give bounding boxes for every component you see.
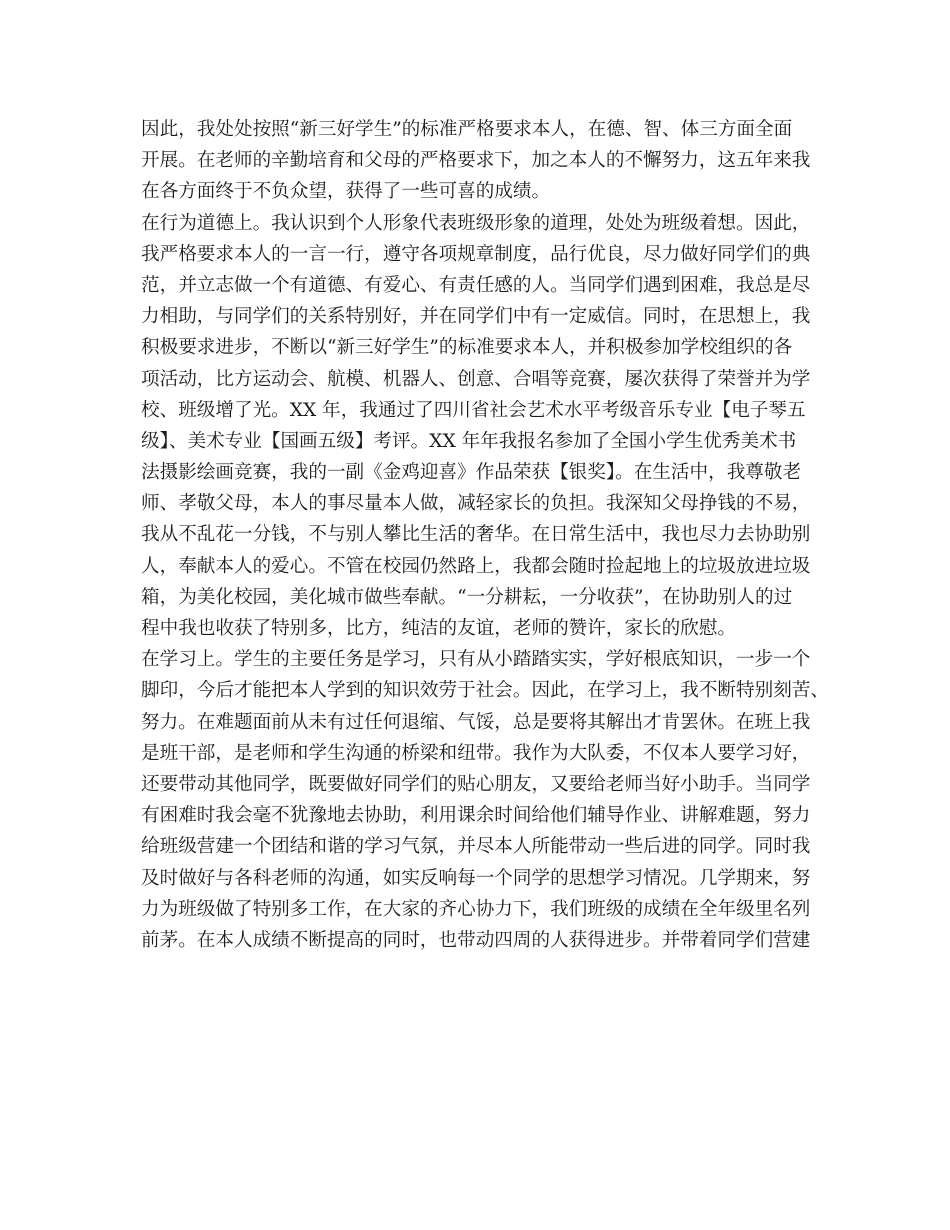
text-line: 在学习上。学生的主要任务是学习，只有从小踏踏实实，学好根底知识，一步一个 bbox=[141, 649, 811, 671]
text-line: 还要带动其他同学，既要做好同学们的贴心朋友，又要给老师当好小助手。当同学 bbox=[141, 773, 811, 795]
text-line: 我从不乱花一分钱，不与别人攀比生活的奢华。在日常生活中，我也尽力去协助别 bbox=[141, 524, 811, 546]
text-line: 在行为道德上。我认识到个人形象代表班级形象的道理，处处为班级着想。因此， bbox=[141, 212, 811, 234]
body-text bbox=[141, 114, 831, 956]
text-line: 开展。在老师的辛勤培育和父母的严格要求下，加之本人的不懈努力，这五年来我 bbox=[141, 150, 811, 172]
text-line: 程中我也收获了特别多，比方，纯洁的友谊，老师的赞许，家长的欣慰。 bbox=[141, 618, 737, 639]
text-line: 前茅。在本人成绩不断提高的同时，也带动四周的人获得进步。并带着同学们营建 bbox=[141, 929, 811, 951]
text-line: 在各方面终于不负众望，获得了一些可喜的成绩。 bbox=[141, 181, 551, 203]
text-line: 因此，我处处按照“新三好学生”的标准严格要求本人，在德、智、体三方面全面 bbox=[141, 119, 793, 140]
text-line: 力相助，与同学们的关系特别好，并在同学们中有一定威信。同时，在思想上，我 bbox=[141, 306, 811, 328]
text-line: 是班干部，是老师和学生沟通的桥梁和纽带。我作为大队委，不仅本人要学习好， bbox=[141, 742, 811, 764]
text-line: 有困难时我会毫不犹豫地去协助，利用课余时间给他们辅导作业、讲解难题，努力 bbox=[141, 805, 811, 827]
text-line: 项活动，比方运动会、航模、机器人、创意、合唱等竞赛，屡次获得了荣誉并为学 bbox=[141, 368, 811, 390]
text-line: 脚印，今后才能把本人学到的知识效劳于社会。因此，在学习上，我不断特别刻苦、 bbox=[141, 680, 829, 702]
text-line: 范，并立志做一个有道德、有爱心、有责任感的人。当同学们遇到困难，我总是尽 bbox=[141, 274, 811, 296]
text-line: 师、孝敬父母，本人的事尽量本人做，减轻家长的负担。我深知父母挣钱的不易， bbox=[141, 493, 811, 515]
text-line: 校、班级增了光。XX 年，我通过了四川省社会艺术水平考级音乐专业【电子琴五 bbox=[141, 399, 806, 421]
text-line: 我严格要求本人的一言一行，遵守各项规章制度，品行优良，尽力做好同学们的典 bbox=[141, 243, 811, 265]
text-line: 力为班级做了特别多工作，在大家的齐心协力下，我们班级的成绩在全年级里名列 bbox=[141, 898, 811, 920]
text-line: 积极要求进步，不断以“新三好学生”的标准要求本人，并积极参加学校组织的各 bbox=[141, 337, 793, 359]
text-line: 努力。在难题面前从未有过任何退缩、气馁，总是要将其解出才肯罢休。在班上我 bbox=[141, 711, 811, 733]
text-line: 及时做好与各科老师的沟通，如实反响每一个同学的思想学习情况。几学期来，努 bbox=[141, 867, 811, 889]
text-line: 法摄影绘画竞赛，我的一副《金鸡迎喜》作品荣获【银奖】。在生活中，我尊敬老 bbox=[141, 462, 802, 484]
text-line: 给班级营建一个团结和谐的学习气氛，并尽本人所能带动一些后进的同学。同时我 bbox=[141, 836, 811, 858]
text-line: 箱，为美化校园，美化城市做些奉献。“一分耕耘，一分收获”，在协助别人的过 bbox=[141, 586, 793, 608]
text-line: 人，奉献本人的爱心。不管在校园仍然路上，我都会随时捡起地上的垃圾放进垃圾 bbox=[141, 555, 811, 577]
text-line: 级】、美术专业【国画五级】考评。XX 年年我报名参加了全国小学生优秀美术书 bbox=[141, 430, 797, 452]
